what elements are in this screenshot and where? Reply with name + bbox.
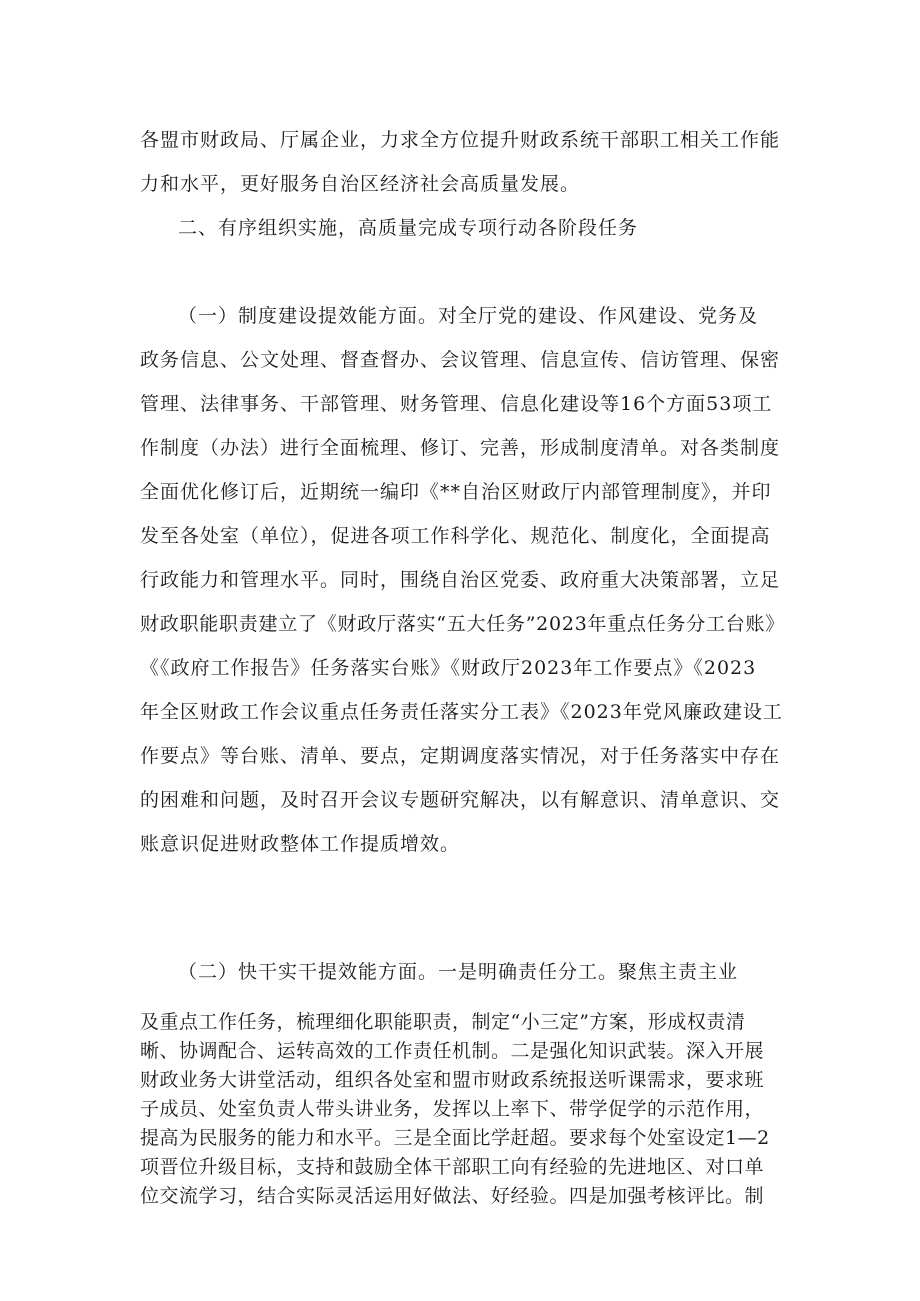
- text-line: 提高为民服务的能力和水平。三是全面比学赶超。要求每个处室设定1—2: [140, 1127, 770, 1149]
- text-line: （二）快干实干提效能方面。一是明确责任分工。聚焦主责主业: [178, 961, 739, 983]
- paragraph-efficiency-heading: [140, 950, 790, 994]
- text-line: 管理、法律事务、干部管理、财务管理、信息化建设等16个方面53项工: [140, 393, 773, 415]
- text-line: 全面优化修订后，近期统一编印《**自治区财政厅内部管理制度》，并印: [140, 481, 772, 503]
- section-heading: [140, 206, 790, 250]
- text-line: 项晋位升级目标，支持和鼓励全体干部职工向有经验的先进地区、对口单: [140, 1156, 765, 1178]
- text-line: 力和水平，更好服务自治区经济社会高质量发展。: [140, 173, 581, 195]
- text-line: （一）制度建设提效能方面。对全厅党的建设、作风建设、党务及: [178, 305, 759, 327]
- text-line: 财政业务大讲堂活动，组织各处室和盟市财政系统报送听课需求，要求班: [140, 1069, 765, 1091]
- text-line: 账意识促进财政整体工作提质增效。: [140, 833, 461, 855]
- text-line: 晰、协调配合、运转高效的工作责任机制。二是强化知识武装。深入开展: [140, 1040, 765, 1062]
- text-line: 财政职能职责建立了《财政厅落实“五大任务”2023年重点任务分工台账》: [140, 613, 786, 635]
- text-line: 年全区财政工作会议重点任务责任落实分工表》《2023年党风廉政建设工: [140, 701, 783, 723]
- paragraph-efficiency-body: [140, 1008, 790, 1211]
- text-line: 及重点工作任务，梳理细化职能职责，制定“小三定”方案，形成权责清: [140, 1011, 746, 1033]
- paragraph-institution-building: [140, 294, 790, 866]
- section-heading-text: 二、有序组织实施，高质量完成专项行动各阶段任务: [178, 217, 639, 239]
- text-line: 各盟市财政局、厅属企业，力求全方位提升财政系统干部职工相关工作能: [140, 129, 781, 151]
- text-line: 发至各处室（单位），促进各项工作科学化、规范化、制度化，全面提高: [140, 525, 771, 547]
- text-line: 作制度（办法）进行全面梳理、修订、完善，形成制度清单。对各类制度: [140, 437, 781, 459]
- text-line: 作要点》等台账、清单、要点，定期调度落实情况，对于任务落实中存在: [140, 745, 781, 767]
- text-line: 行政能力和管理水平。同时，围绕自治区党委、政府重大决策部署，立足: [140, 569, 781, 591]
- text-line: 《《政府工作报告》任务落实台账》《财政厅2023年工作要点》《2023: [140, 657, 757, 679]
- text-line: 的困难和问题，及时召开会议专题研究解决，以有解意识、清单意识、交: [140, 789, 781, 811]
- text-line: 位交流学习，结合实际灵活运用好做法、好经验。四是加强考核评比。制: [140, 1185, 765, 1207]
- paragraph-intro: [140, 118, 790, 206]
- text-line: 政务信息、公文处理、督查督办、会议管理、信息宣传、信访管理、保密: [140, 349, 781, 371]
- text-line: 子成员、处室负责人带头讲业务，发挥以上率下、带学促学的示范作用，: [140, 1098, 765, 1120]
